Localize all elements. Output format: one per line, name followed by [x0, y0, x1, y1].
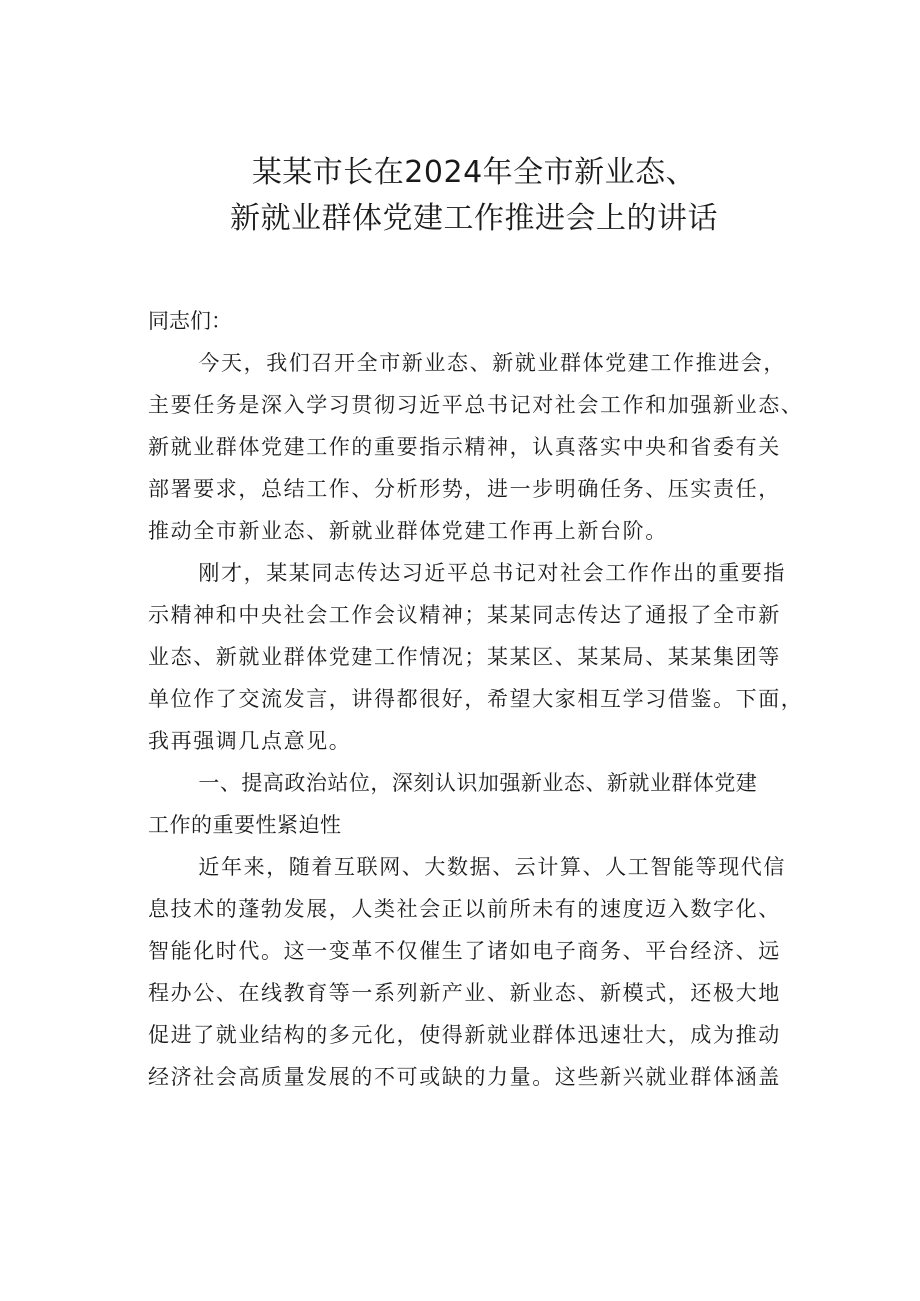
paragraph-line: 推动全市新业态、新就业群体党建工作再上新台阶。: [148, 519, 668, 543]
paragraph-review: [148, 552, 804, 762]
paragraph-line: 促进了就业结构的多元化，使得新就业群体迅速壮大，成为推动: [148, 1023, 781, 1047]
paragraph-line: 示精神和中央社会工作会议精神；某某同志传达了通报了全市新: [148, 603, 781, 627]
title-line-1: 某某市长在2024年全市新业态、: [251, 155, 697, 190]
section-heading-1: [148, 762, 800, 846]
document-page: [148, 150, 804, 1098]
paragraph-line: 近年来，随着互联网、大数据、云计算、人工智能等现代信: [198, 855, 786, 879]
paragraph-line: 刚才，某某同志传达习近平总书记对社会工作作出的重要指: [198, 561, 786, 585]
salutation: 同志们：: [148, 309, 232, 333]
paragraph-line: 部署要求，总结工作、分析形势，进一步明确任务、压实责任，: [148, 477, 781, 501]
title-line-2: 新就业群体党建工作推进会上的讲话: [230, 201, 718, 236]
paragraph-line: 息技术的蓬勃发展，人类社会正以前所未有的速度迈入数字化、: [148, 897, 781, 921]
paragraph-line: 经济社会高质量发展的不可或缺的力量。这些新兴就业群体涵盖: [148, 1065, 781, 1089]
document-title: [148, 150, 800, 242]
paragraph-line: 我再强调几点意见。: [148, 729, 352, 753]
paragraph-line: 单位作了交流发言，讲得都很好，希望大家相互学习借鉴。下面，: [148, 687, 804, 711]
paragraph-line: 程办公、在线教育等一系列新产业、新业态、新模式，还极大地: [148, 981, 781, 1005]
paragraph-line: 主要任务是深入学习贯彻习近平总书记对社会工作和加强新业态、: [148, 393, 804, 417]
paragraph-line: 智能化时代。这一变革不仅催生了诸如电子商务、平台经济、远: [148, 939, 781, 963]
paragraph-line: 今天，我们召开全市新业态、新就业群体党建工作推进会，: [198, 351, 786, 375]
paragraph-background: [148, 846, 800, 1098]
paragraph-line: 新就业群体党建工作的重要指示精神，认真落实中央和省委有关: [148, 435, 781, 459]
heading-line: 工作的重要性紧迫性: [148, 813, 342, 837]
paragraph-opening: [148, 342, 804, 552]
paragraph-line: 业态、新就业群体党建工作情况；某某区、某某局、某某集团等: [148, 645, 781, 669]
heading-line: 一、提高政治站位，深刻认识加强新业态、新就业群体党建: [198, 771, 758, 795]
